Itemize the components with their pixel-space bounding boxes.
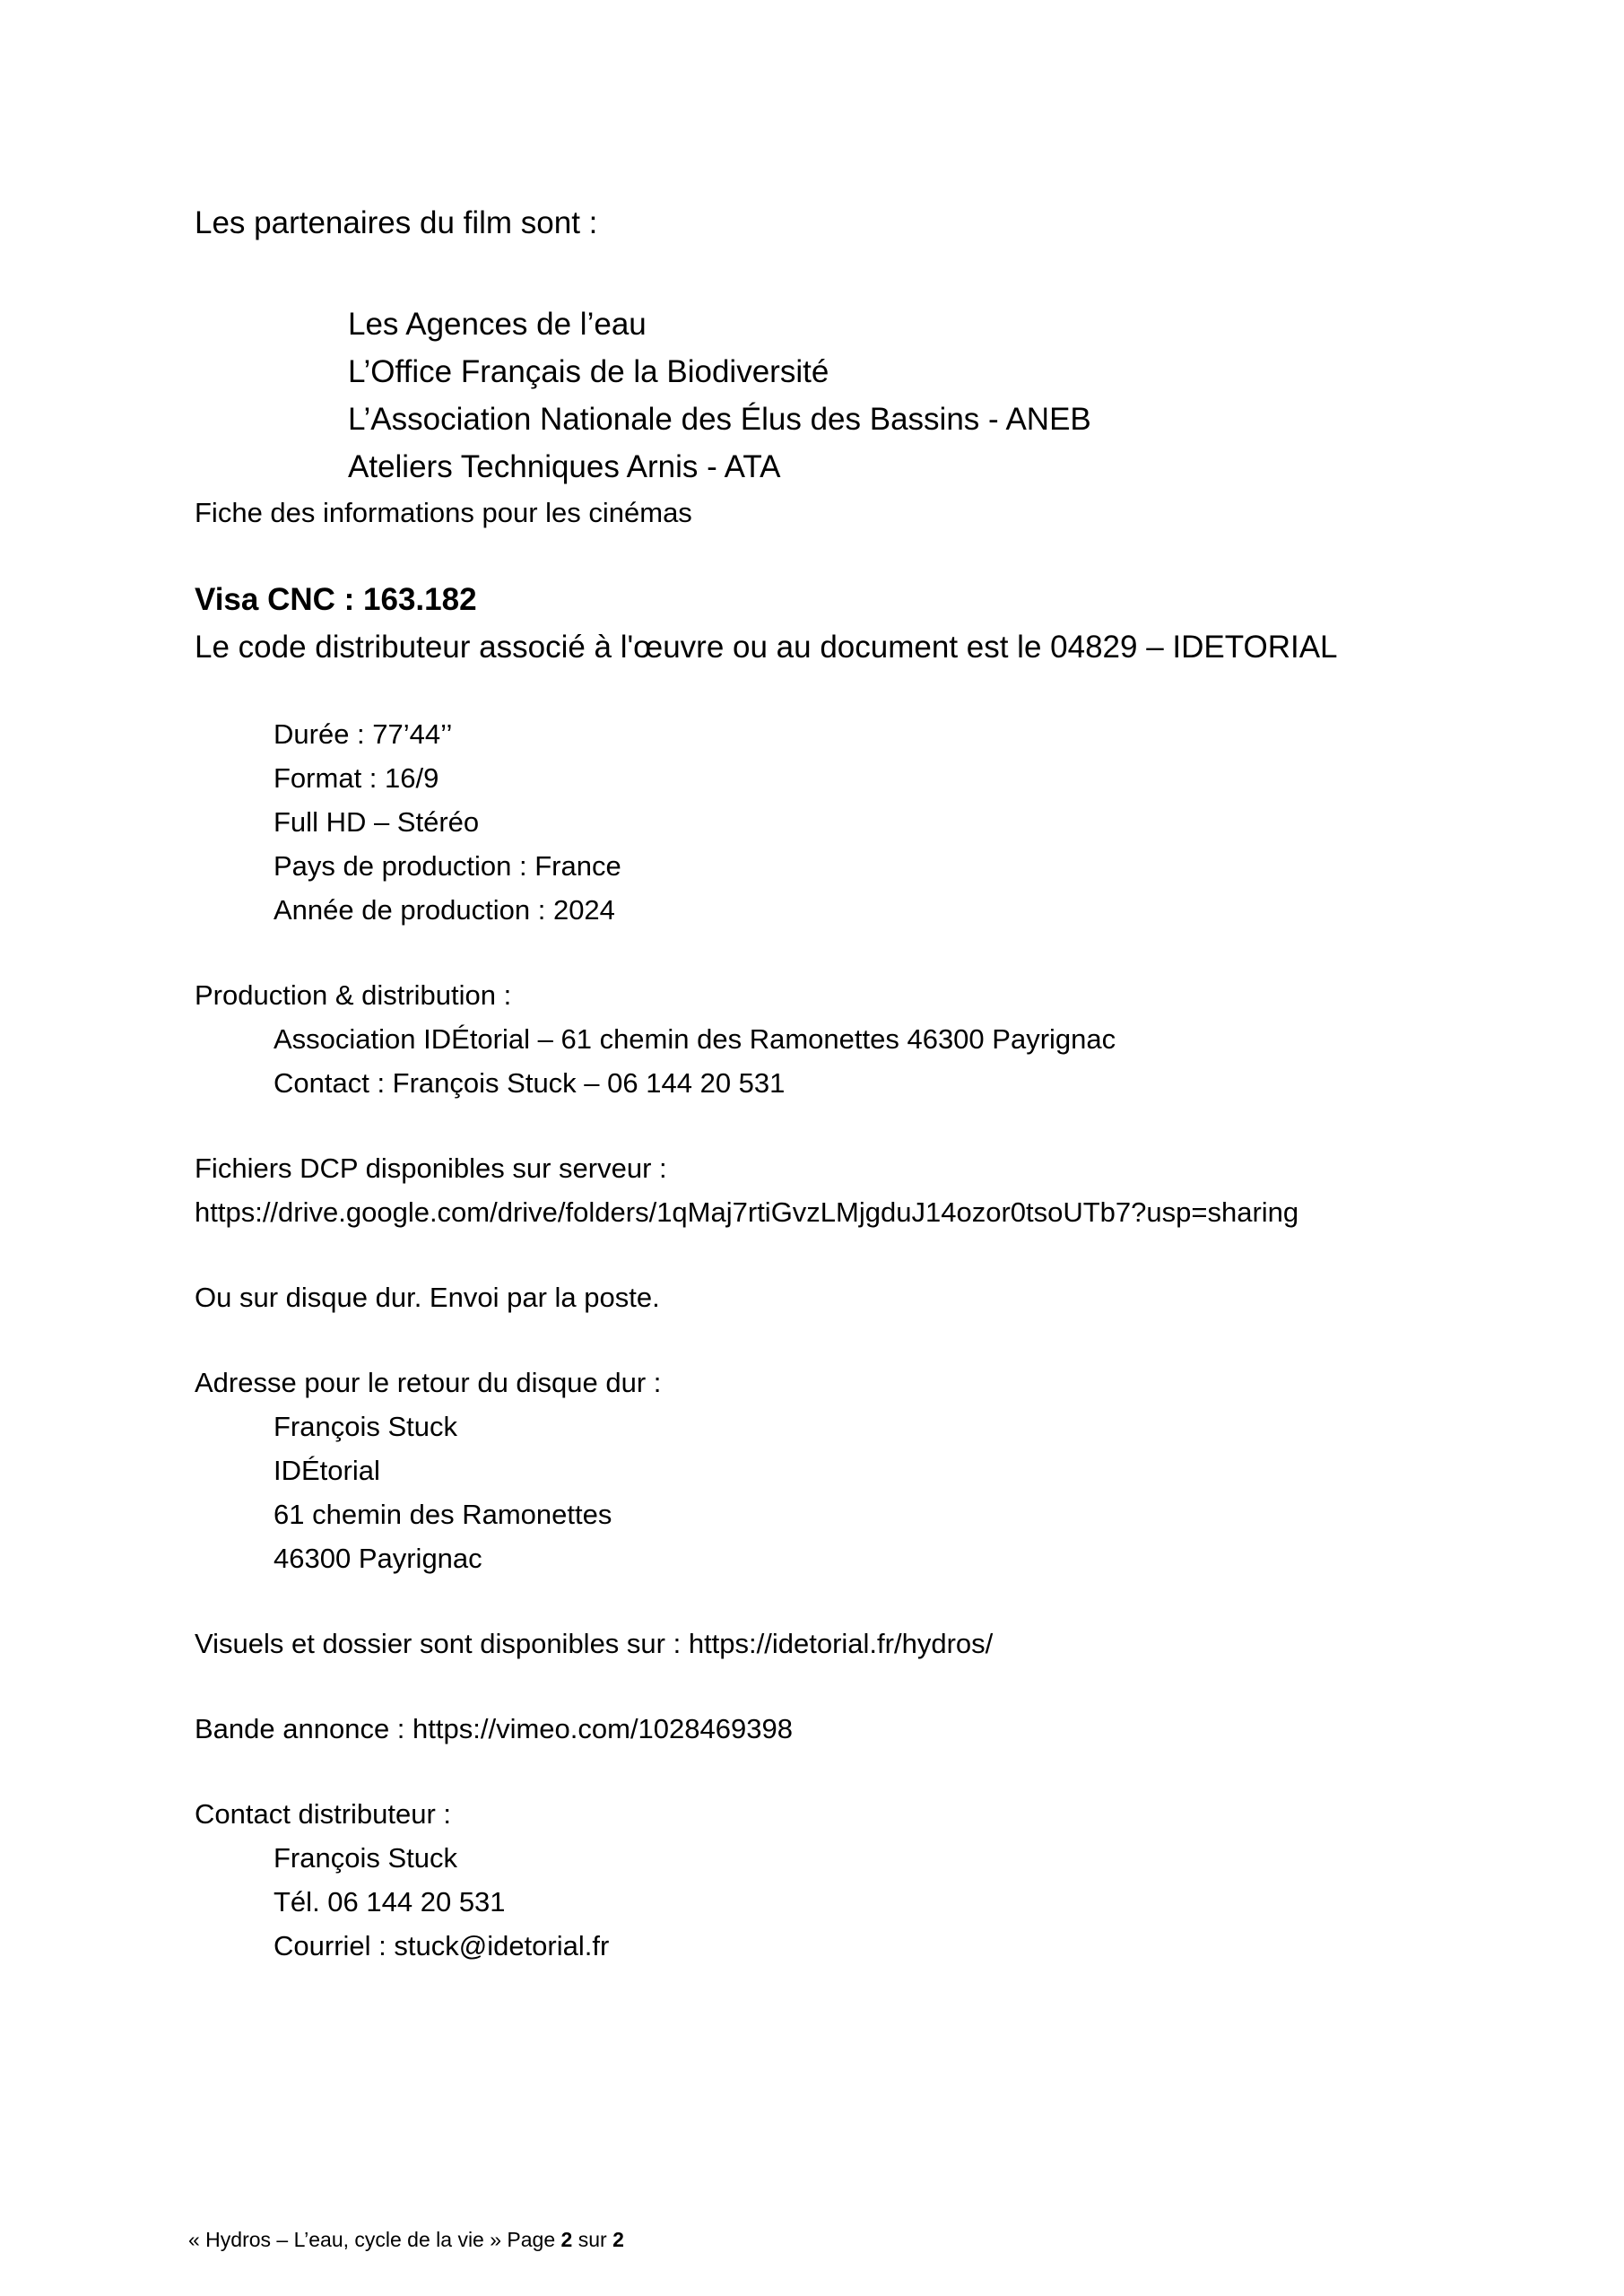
return-address-name: François Stuck	[274, 1411, 458, 1442]
production-contact: Contact : François Stuck – 06 144 20 531	[274, 1067, 786, 1099]
spec-resolution-audio: Full HD – Stéréo	[274, 806, 480, 838]
dcp-url: https://drive.google.com/drive/folders/1qMaj7rtiGvzLMjgduJ14ozor0tsoUTb7?usp=sharing	[195, 1196, 1299, 1228]
footer-page-number: 2	[560, 2228, 573, 2251]
spec-year: Année de production : 2024	[274, 894, 615, 926]
partner-item: L’Association Nationale des Élus des Bassins - ANEB	[348, 402, 1091, 437]
distributor-code-line: Le code distributeur associé à l'œuvre ou au document est le 04829 – IDETORIAL	[195, 630, 1338, 665]
return-address-heading: Adresse pour le retour du disque dur :	[195, 1367, 662, 1398]
partner-item: Les Agences de l’eau	[348, 307, 647, 342]
production-address: Association IDÉtorial – 61 chemin des Ramonettes 46300 Payrignac	[274, 1023, 1116, 1055]
production-heading: Production & distribution :	[195, 979, 512, 1011]
distributor-contact-phone: Tél. 06 144 20 531	[274, 1886, 506, 1918]
trailer-line: Bande annonce : https://vimeo.com/1028469398	[195, 1713, 793, 1744]
distributor-contact-list	[274, 1836, 1481, 1968]
spec-country: Pays de production : France	[274, 850, 621, 882]
specs-list	[274, 712, 1481, 932]
return-address-list	[274, 1405, 1481, 1580]
return-address-org: IDÉtorial	[274, 1455, 380, 1486]
footer-total-pages: 2	[612, 2228, 624, 2251]
distributor-contact-email: Courriel : stuck@idetorial.fr	[274, 1930, 610, 1961]
fiche-title: Fiche des informations pour les cinémas	[195, 497, 692, 528]
spec-format: Format : 16/9	[274, 762, 439, 794]
footer-film-title: « Hydros – L’eau, cycle de la vie » Page	[188, 2228, 561, 2251]
production-list	[274, 1017, 1481, 1105]
distributor-contact-name: François Stuck	[274, 1842, 458, 1874]
visuals-line: Visuels et dossier sont disponibles sur : https://idetorial.fr/hydros/	[195, 1628, 994, 1659]
dcp-heading: Fichiers DCP disponibles sur serveur :	[195, 1152, 667, 1184]
partner-item: L’Office Français de la Biodiversité	[348, 354, 829, 389]
page-footer	[188, 2224, 624, 2255]
return-address-street: 61 chemin des Ramonettes	[274, 1499, 612, 1530]
visa-cnc-line: Visa CNC : 163.182	[195, 582, 477, 617]
footer-separator: sur	[572, 2228, 613, 2251]
partners-list	[348, 300, 1481, 491]
distributor-contact-heading: Contact distributeur :	[195, 1798, 452, 1830]
spec-duration: Durée : 77’44’’	[274, 718, 453, 750]
disk-note: Ou sur disque dur. Envoi par la poste.	[195, 1282, 660, 1313]
return-address-city: 46300 Payrignac	[274, 1543, 482, 1574]
partner-item: Ateliers Techniques Arnis - ATA	[348, 449, 781, 484]
partners-intro: Les partenaires du film sont :	[195, 205, 598, 240]
